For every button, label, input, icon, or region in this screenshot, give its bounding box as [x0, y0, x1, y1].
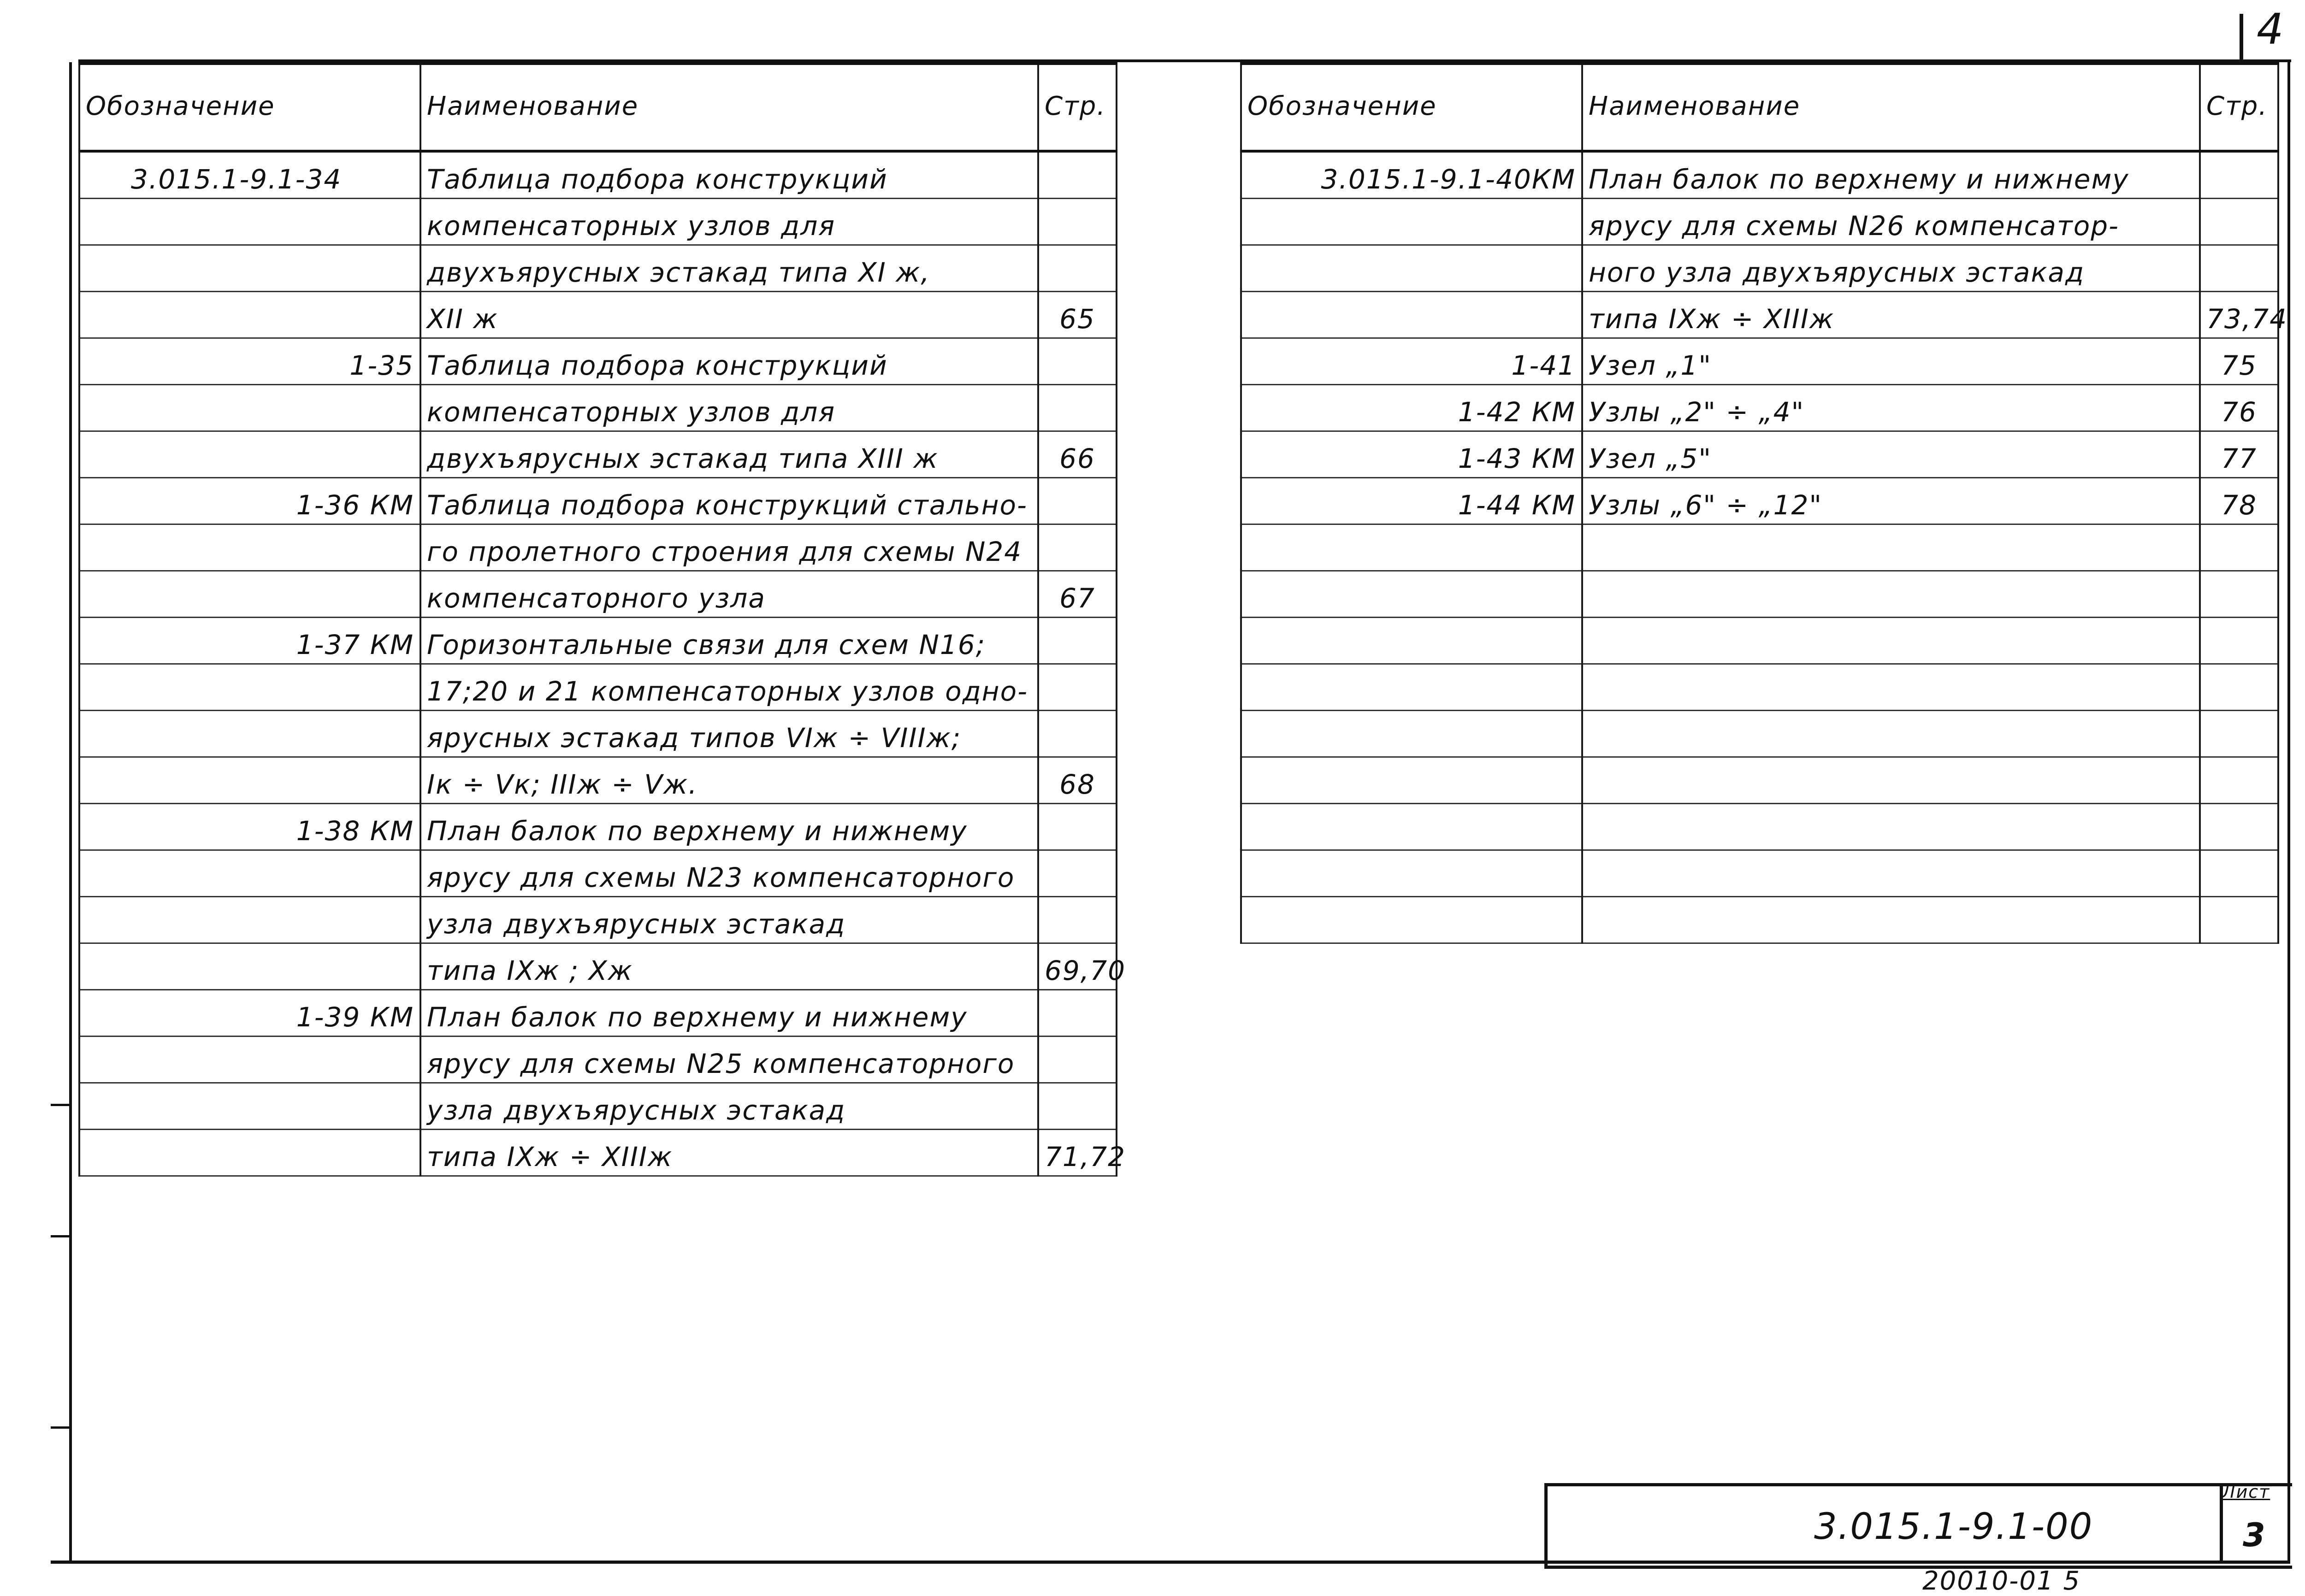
cell-name: Узел „1" — [1582, 338, 2200, 385]
cell-designation: 1-41 — [1241, 338, 1582, 385]
cell-designation — [1241, 618, 1582, 664]
cell-designation: 1-43 КМ — [1241, 431, 1582, 478]
cell-designation — [1241, 711, 1582, 757]
cell-page — [2200, 757, 2278, 804]
table-row — [79, 524, 1117, 571]
cell-name: компенсаторных узлов для — [420, 385, 1038, 431]
cell-page — [1038, 199, 1117, 245]
cell-page — [1038, 151, 1117, 199]
cell-designation — [1241, 292, 1582, 338]
table-row — [1241, 757, 2278, 804]
table-row — [79, 199, 1117, 245]
table-row — [79, 943, 1117, 990]
table-row — [79, 711, 1117, 757]
table-row — [1241, 524, 2278, 571]
header-name: Наименование — [1582, 64, 2200, 151]
sheet-label: Лист — [2222, 1482, 2270, 1502]
cell-designation: 3.015.1-9.1-34 — [79, 151, 420, 199]
table-row — [79, 1130, 1117, 1176]
document-code: 3.015.1-9.1-00 — [1814, 1506, 2093, 1548]
cell-page: 75 — [2200, 338, 2278, 385]
cell-name: типа IXж ÷ XIIIж — [1582, 292, 2200, 338]
cell-page — [1038, 664, 1117, 711]
table-row — [1241, 385, 2278, 431]
table-row — [1241, 664, 2278, 711]
cell-name: 17;20 и 21 компенсаторных узлов одно- — [420, 664, 1038, 711]
cell-designation: 1-35 — [79, 338, 420, 385]
cell-name: Узлы „6" ÷ „12" — [1582, 478, 2200, 524]
table-header-row — [79, 64, 1117, 151]
cell-designation — [79, 524, 420, 571]
cell-designation — [1241, 897, 1582, 943]
cell-name: План балок по верхнему и нижнему — [420, 804, 1038, 850]
cell-page — [2200, 711, 2278, 757]
table-row — [79, 151, 1117, 199]
table-row — [79, 1037, 1117, 1083]
table-row — [1241, 804, 2278, 850]
cell-designation: 1-42 КМ — [1241, 385, 1582, 431]
cell-designation — [1241, 757, 1582, 804]
cell-designation — [79, 897, 420, 943]
table-row — [79, 850, 1117, 897]
cell-designation — [1241, 199, 1582, 245]
cell-page: 66 — [1038, 431, 1117, 478]
footer-code: 20010-01 5 — [1922, 1566, 2081, 1596]
cell-name — [1582, 618, 2200, 664]
cell-designation — [79, 664, 420, 711]
cell-page: 78 — [2200, 478, 2278, 524]
cell-page: 71,72 — [1038, 1130, 1117, 1176]
cell-designation — [1241, 804, 1582, 850]
cell-name — [1582, 804, 2200, 850]
cell-page — [2200, 245, 2278, 292]
cell-name: План балок по верхнему и нижнему — [1582, 151, 2200, 199]
cell-page — [1038, 478, 1117, 524]
table-row — [79, 431, 1117, 478]
table-row — [79, 618, 1117, 664]
cell-designation — [79, 292, 420, 338]
table-row — [79, 292, 1117, 338]
cell-name: Iк ÷ Vк; IIIж ÷ Vж. — [420, 757, 1038, 804]
cell-page — [2200, 804, 2278, 850]
header-name: Наименование — [420, 64, 1038, 151]
frame-left-line — [69, 62, 72, 1562]
cell-page — [2200, 618, 2278, 664]
cell-page — [1038, 338, 1117, 385]
header-designation: Обозначение — [1241, 64, 1582, 151]
cell-name: Таблица подбора конструкций — [420, 338, 1038, 385]
cell-designation — [79, 245, 420, 292]
cell-designation: 1-38 КМ — [79, 804, 420, 850]
cell-page — [1038, 524, 1117, 571]
cell-name: ного узла двухъярусных эстакад — [1582, 245, 2200, 292]
cell-name: ярусных эстакад типов VIж ÷ VIIIж; — [420, 711, 1038, 757]
cell-name: Таблица подбора конструкций стально- — [420, 478, 1038, 524]
cell-designation — [79, 943, 420, 990]
cell-name — [1582, 757, 2200, 804]
cell-page — [1038, 1083, 1117, 1130]
cell-name — [1582, 571, 2200, 618]
cell-page — [2200, 897, 2278, 943]
corner-sheet-number: 4 — [2257, 5, 2285, 54]
cell-name — [1582, 664, 2200, 711]
cell-page: 68 — [1038, 757, 1117, 804]
cell-name: компенсаторных узлов для — [420, 199, 1038, 245]
table-row — [1241, 711, 2278, 757]
cell-page — [2200, 664, 2278, 711]
contents-table-right — [1240, 62, 2288, 944]
cell-page — [1038, 1037, 1117, 1083]
cell-name: компенсаторного узла — [420, 571, 1038, 618]
cell-page — [2200, 199, 2278, 245]
cell-name: узла двухъярусных эстакад — [420, 897, 1038, 943]
cell-name: ярусу для схемы N26 компенсатор- — [1582, 199, 2200, 245]
cell-page — [2200, 571, 2278, 618]
header-page: Стр. — [1038, 64, 1117, 151]
table-row — [79, 478, 1117, 524]
table-row — [79, 804, 1117, 850]
cell-designation — [79, 431, 420, 478]
cell-designation — [1241, 571, 1582, 618]
table-row — [1241, 151, 2278, 199]
table-row — [1241, 897, 2278, 943]
cell-designation — [1241, 245, 1582, 292]
margin-tick-3 — [51, 1426, 71, 1429]
cell-name: двухъярусных эстакад типа XI ж, — [420, 245, 1038, 292]
table-row — [1241, 431, 2278, 478]
table-row — [79, 571, 1117, 618]
cell-name — [1582, 850, 2200, 897]
cell-name: типа IXж ÷ XIIIж — [420, 1130, 1038, 1176]
cell-designation — [79, 1130, 420, 1176]
header-designation: Обозначение — [79, 64, 420, 151]
cell-designation: 1-44 КМ — [1241, 478, 1582, 524]
cell-name: Таблица подбора конструкций — [420, 151, 1038, 199]
corner-tick — [2240, 14, 2243, 65]
cell-name: ярусу для схемы N23 компенсаторного — [420, 850, 1038, 897]
cell-name: типа IXж ; Xж — [420, 943, 1038, 990]
cell-designation — [79, 199, 420, 245]
table-row — [1241, 245, 2278, 292]
margin-tick-1 — [51, 1104, 71, 1106]
cell-designation — [79, 1083, 420, 1130]
cell-designation — [79, 757, 420, 804]
cell-page — [1038, 897, 1117, 943]
cell-page — [1038, 804, 1117, 850]
cell-designation: 1-37 КМ — [79, 618, 420, 664]
table-row — [79, 897, 1117, 943]
table-row — [79, 338, 1117, 385]
cell-page: 67 — [1038, 571, 1117, 618]
cell-name: узла двухъярусных эстакад — [420, 1083, 1038, 1130]
cell-designation — [79, 850, 420, 897]
table-row — [1241, 850, 2278, 897]
cell-name: го пролетного строения для схемы N24 — [420, 524, 1038, 571]
table-body-left — [79, 151, 1126, 1176]
cell-page — [1038, 850, 1117, 897]
cell-designation — [1241, 524, 1582, 571]
cell-name — [1582, 524, 2200, 571]
table-row — [79, 990, 1117, 1037]
table-row — [79, 664, 1117, 711]
table-row — [79, 1083, 1117, 1130]
cell-designation — [79, 385, 420, 431]
cell-designation: 1-39 КМ — [79, 990, 420, 1037]
table-row — [1241, 199, 2278, 245]
cell-page — [1038, 990, 1117, 1037]
cell-page — [2200, 151, 2278, 199]
cell-name: Узел „5" — [1582, 431, 2200, 478]
cell-designation — [1241, 664, 1582, 711]
table-row — [79, 245, 1117, 292]
table-header-row — [1241, 64, 2278, 151]
header-page: Стр. — [2200, 64, 2278, 151]
cell-name: Горизонтальные связи для схем N16; — [420, 618, 1038, 664]
cell-page — [1038, 385, 1117, 431]
sheet-number: 3 — [2243, 1516, 2266, 1554]
table-body-right — [1241, 151, 2288, 943]
contents-table-left — [78, 62, 1126, 1177]
frame-right-line — [2287, 62, 2290, 1562]
margin-tick-2 — [51, 1235, 71, 1237]
cell-name: План балок по верхнему и нижнему — [420, 990, 1038, 1037]
cell-page: 77 — [2200, 431, 2278, 478]
table-row — [79, 757, 1117, 804]
cell-designation — [79, 711, 420, 757]
table-row — [79, 385, 1117, 431]
table-row — [1241, 571, 2278, 618]
cell-name: ярусу для схемы N25 компенсаторного — [420, 1037, 1038, 1083]
cell-page: 76 — [2200, 385, 2278, 431]
cell-name — [1582, 897, 2200, 943]
cell-page — [1038, 711, 1117, 757]
cell-name: двухъярусных эстакад типа XIII ж — [420, 431, 1038, 478]
cell-name: XII ж — [420, 292, 1038, 338]
table-row — [1241, 478, 2278, 524]
cell-designation: 3.015.1-9.1-40КМ — [1241, 151, 1582, 199]
cell-designation — [1241, 850, 1582, 897]
cell-page: 73,74 — [2200, 292, 2278, 338]
cell-designation — [79, 1037, 420, 1083]
cell-page — [1038, 245, 1117, 292]
cell-name — [1582, 711, 2200, 757]
cell-page: 69,70 — [1038, 943, 1117, 990]
cell-page — [1038, 618, 1117, 664]
cell-designation — [79, 571, 420, 618]
cell-page — [2200, 524, 2278, 571]
cell-designation: 1-36 КМ — [79, 478, 420, 524]
table-row — [1241, 338, 2278, 385]
cell-name: Узлы „2" ÷ „4" — [1582, 385, 2200, 431]
table-row — [1241, 618, 2278, 664]
table-row — [1241, 292, 2278, 338]
cell-page: 65 — [1038, 292, 1117, 338]
cell-page — [2200, 850, 2278, 897]
